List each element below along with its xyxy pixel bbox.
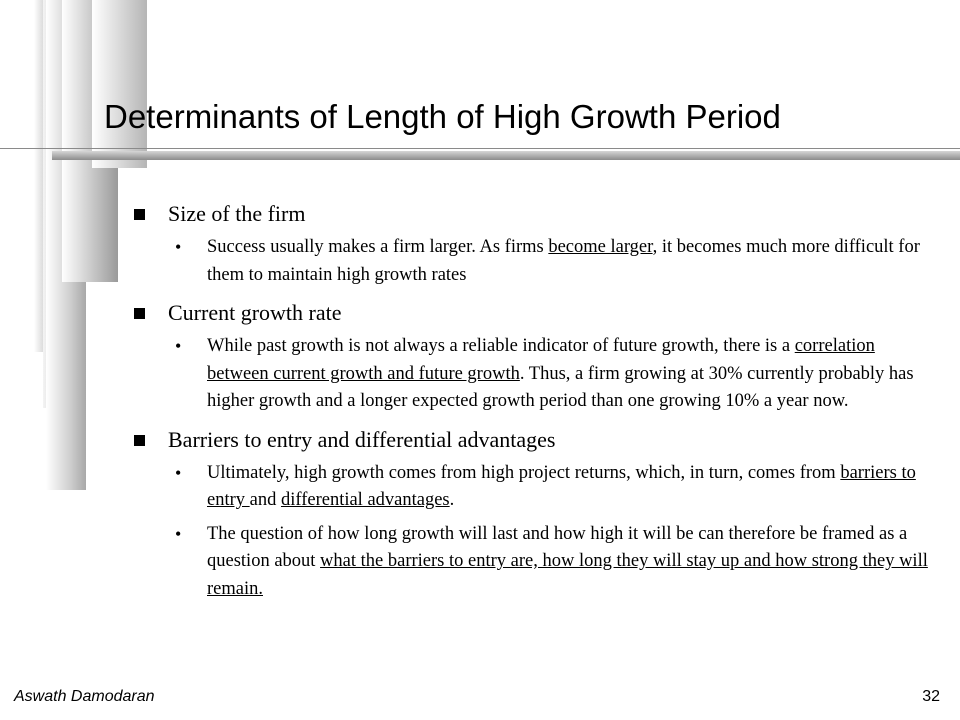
sub-bullet <box>130 460 930 515</box>
text-run: The question of how long growth will last and how high it will be can therefore be framed as a question about <box>207 523 908 571</box>
decorative-bar <box>92 0 147 168</box>
title-divider <box>0 148 960 149</box>
bullet-heading: Size of the firm <box>168 201 306 226</box>
square-bullet-icon <box>134 209 145 220</box>
underlined-text: barriers to entry <box>207 462 916 510</box>
underlined-text: differential advantages <box>280 490 450 510</box>
round-bullet-icon: • <box>175 523 182 544</box>
page-number: 32 <box>922 688 940 705</box>
square-bullet-icon <box>134 435 145 446</box>
text-run: and <box>249 490 281 510</box>
square-bullet-icon <box>134 308 145 319</box>
sub-bullet-list <box>130 234 930 289</box>
text-run: Success usually makes a firm larger. As firms <box>207 237 549 257</box>
bullet-heading: Current growth rate <box>168 300 342 325</box>
underlined-text: correlation between current growth and future growth <box>207 336 875 384</box>
bullet-point <box>130 200 930 228</box>
sub-bullet-list <box>130 333 930 416</box>
sub-bullet-list <box>130 460 930 604</box>
sub-bullet <box>130 333 930 416</box>
bullet-heading: Barriers to entry and differential advantages <box>168 426 556 452</box>
text-run: , it becomes much more difficult for them to maintain high growth rates <box>207 237 920 285</box>
slide-title: Determinants of Length of High Growth Period <box>104 98 781 135</box>
title-underline-bar <box>52 151 960 160</box>
text-run: Ultimately, high growth comes from high project returns, which, in turn, comes from <box>207 462 841 483</box>
sub-bullet <box>130 521 930 604</box>
bullet-point <box>130 299 930 327</box>
bullet-point <box>130 426 930 454</box>
round-bullet-icon: • <box>175 462 182 483</box>
footer-author: Aswath Damodaran <box>14 688 155 705</box>
text-run: . Thus, a firm growing at 30% currently probably has higher growth and a longer expected growth period than one growing 10% a year now. <box>207 363 914 411</box>
round-bullet-icon: • <box>175 336 182 356</box>
round-bullet-icon: • <box>175 237 182 257</box>
slide-content <box>130 200 930 613</box>
underlined-text: what the barriers to entry are, how long they will stay up and how strong they will remain. <box>207 551 928 599</box>
text-run: . <box>449 490 455 510</box>
sub-bullet <box>130 234 930 289</box>
text-run: While past growth is not always a reliable indicator of future growth, there is a <box>207 336 795 356</box>
underlined-text: become larger <box>548 237 653 257</box>
